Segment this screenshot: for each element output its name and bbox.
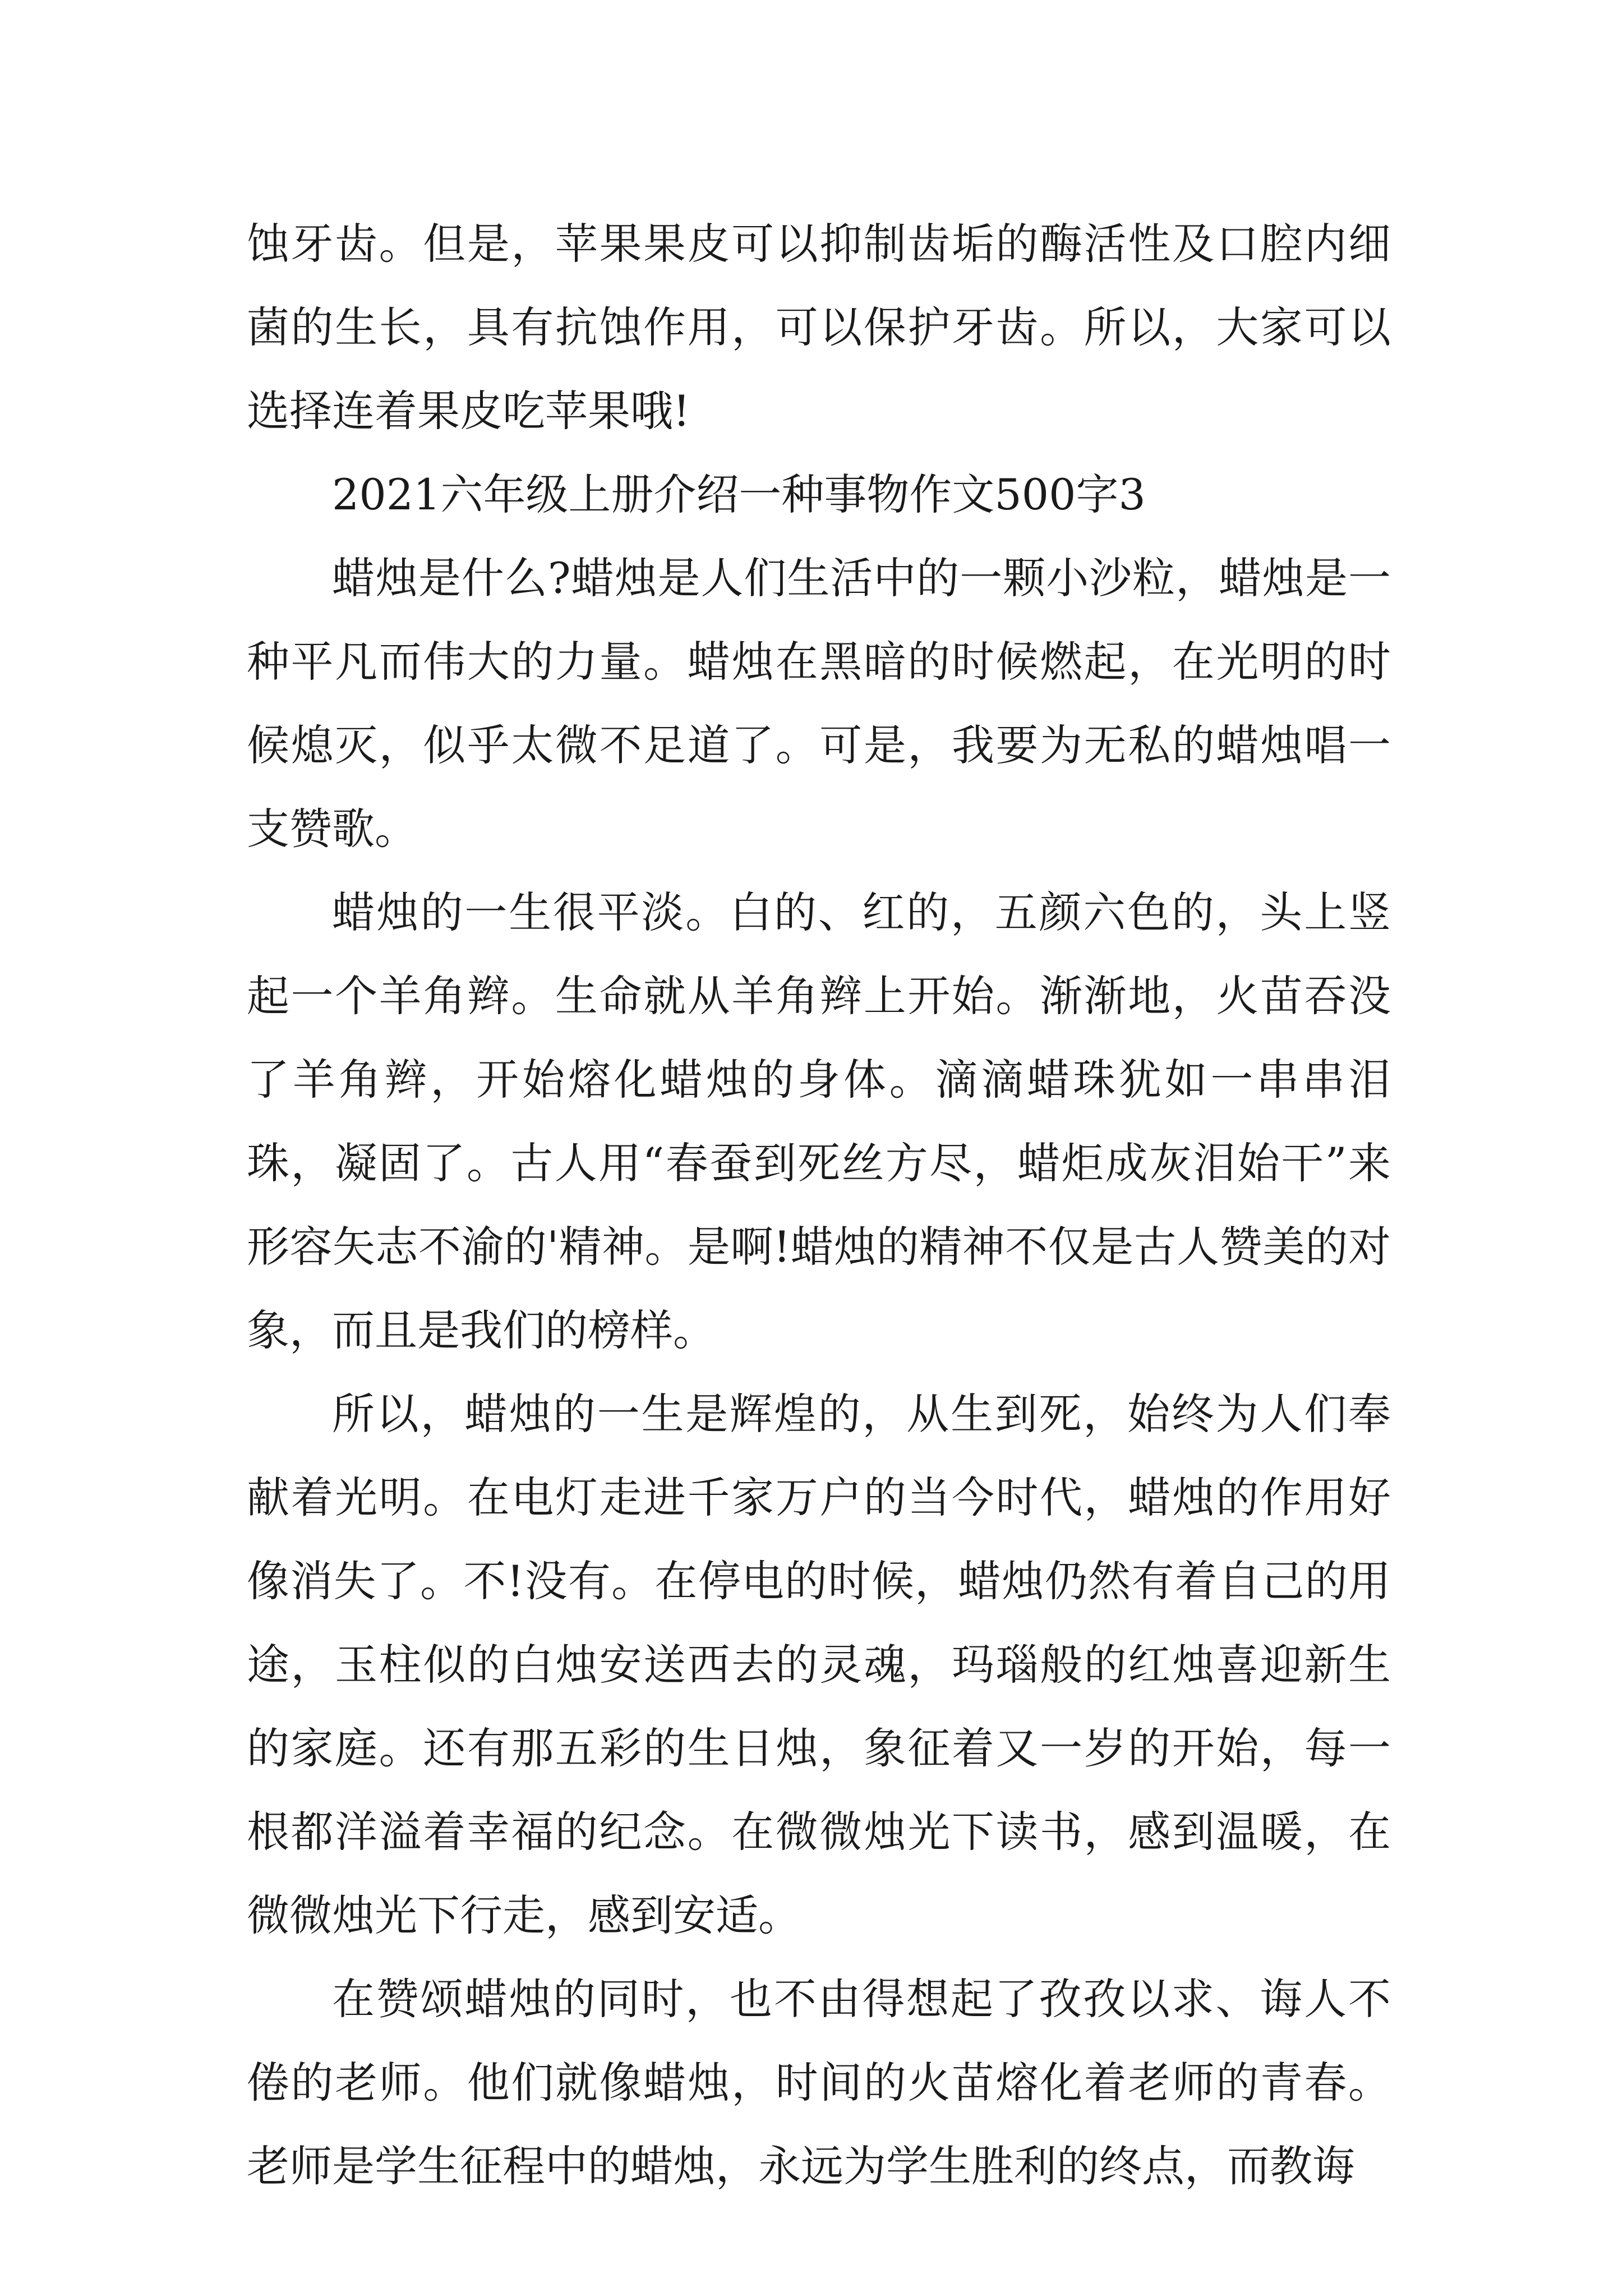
paragraph: 在赞颂蜡烛的同时，也不由得想起了孜孜以求、诲人不倦的老师。他们就像蜡烛，时间的火苗熔化着老师的青春。老师是学生征程中的蜡烛，永远为学生胜利的终点，而教诲 bbox=[247, 1974, 1391, 2191]
paragraph-continuation: 蚀牙齿。但是，苹果果皮可以抑制齿垢的酶活性及口腔内细菌的生长，具有抗蚀作用，可以保护牙齿。所以，大家可以选择连着果皮吃苹果哦! bbox=[247, 219, 1391, 436]
paragraph: 蜡烛的一生很平淡。白的、红的，五颜六色的，头上竖起一个羊角辫。生命就从羊角辫上开始。渐渐地，火苗吞没了羊角辫，开始熔化蜡烛的身体。滴滴蜡珠犹如一串串泪珠，凝固了。古人用“春蚕到死丝方尽，蜡炬成灰泪始干”来形容矢志不渝的'精神。是啊!蜡烛的精神不仅是古人赞美的对象，而且是我们的榜样。 bbox=[247, 887, 1391, 1355]
section-heading: 2021六年级上册介绍一种事物作文500字3 bbox=[332, 470, 1146, 519]
document-body bbox=[247, 202, 1391, 2208]
paragraph: 所以，蜡烛的一生是辉煌的，从生到死，始终为人们奉献着光明。在电灯走进千家万户的当今时代，蜡烛的作用好像消失了。不!没有。在停电的时候，蜡烛仍然有着自己的用途，玉柱似的白烛安送西去的灵魂，玛瑙般的红烛喜迎新生的家庭。还有那五彩的生日烛，象征着又一岁的开始，每一根都洋溢着幸福的纪念。在微微烛光下读书，感到温暖，在微微烛光下行走，感到安适。 bbox=[247, 1389, 1391, 1940]
paragraph: 蜡烛是什么?蜡烛是人们生活中的一颗小沙粒，蜡烛是一种平凡而伟大的力量。蜡烛在黑暗的时候燃起，在光明的时候熄灭，似乎太微不足道了。可是，我要为无私的蜡烛唱一支赞歌。 bbox=[247, 553, 1391, 854]
